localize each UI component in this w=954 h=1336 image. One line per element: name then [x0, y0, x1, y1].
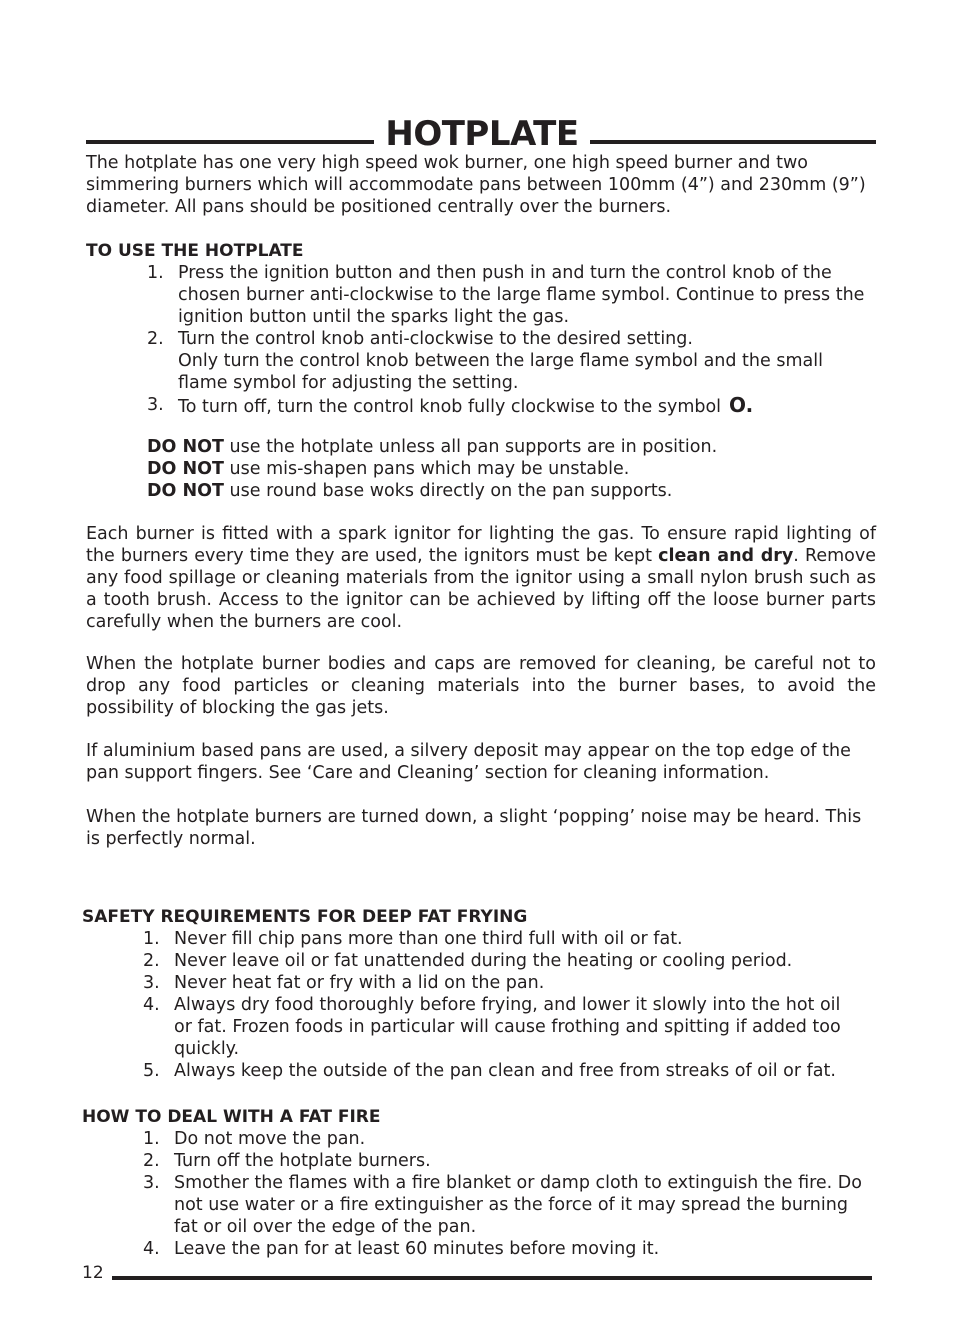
ignitor-paragraph — [86, 523, 876, 633]
fat-fire-steps — [143, 1128, 863, 1260]
list-text-continued: Only turn the control knob between the large flame symbol and the small flame symbol for adjusting the setting. — [178, 351, 823, 393]
warning-text: use round base woks directly on the pan supports. — [223, 481, 673, 501]
list-text: Leave the pan for at least 60 minutes before moving it. — [174, 1239, 660, 1259]
fat-fire-heading: HOW TO DEAL WITH A FAT FIRE — [82, 1107, 381, 1127]
warnings-block — [147, 436, 877, 502]
list-item — [143, 1172, 863, 1238]
page-title: HOTPLATE — [385, 114, 579, 154]
list-text: Turn off the hotplate burners. — [174, 1151, 431, 1171]
list-item — [143, 1128, 863, 1150]
list-number: 1. — [143, 1129, 160, 1149]
warning-text: use the hotplate unless all pan supports are in position. — [223, 437, 718, 457]
popping-paragraph: When the hotplate burners are turned down, a slight ‘popping’ noise may be heard. This is perfectly normal. — [86, 807, 862, 849]
title-rule-right — [590, 140, 876, 144]
title-rule-left — [86, 140, 374, 144]
list-item — [147, 328, 877, 394]
warning-text: use mis-shapen pans which may be unstable. — [223, 459, 630, 479]
list-number: 3. — [147, 395, 164, 415]
list-text: Turn the control knob anti-clockwise to the desired setting. — [178, 329, 693, 349]
warning-bold: DO NOT — [147, 481, 224, 501]
list-number: 4. — [143, 1239, 160, 1259]
list-item — [143, 950, 843, 972]
list-text: Always dry food thoroughly before frying, and lower it slowly into the hot oil or fat. Frozen foods in particular will cause frothing and spitting if added too quickly. — [174, 995, 841, 1059]
list-item — [143, 972, 843, 994]
off-symbol-icon: O. — [729, 393, 754, 417]
cleaning-paragraph: When the hotplate burner bodies and caps are removed for cleaning, be careful not to drop any food particles or cleaning materials into the burner bases, to avoid the possibility of blocking the gas jets. — [86, 654, 876, 718]
warning-bold: DO NOT — [147, 459, 224, 479]
list-item — [143, 1060, 843, 1082]
list-item — [143, 928, 843, 950]
list-text: Never heat fat or fry with a lid on the pan. — [174, 973, 545, 993]
deep-fat-heading: SAFETY REQUIREMENTS FOR DEEP FAT FRYING — [82, 907, 528, 927]
list-number: 1. — [143, 929, 160, 949]
aluminium-paragraph: If aluminium based pans are used, a silvery deposit may appear on the top edge of the pan support fingers. See ‘Care and Cleaning’ section for cleaning information. — [86, 741, 851, 783]
list-text: Never leave oil or fat unattended during the heating or cooling period. — [174, 951, 793, 971]
list-number: 2. — [143, 1151, 160, 1171]
intro-paragraph: The hotplate has one very high speed wok burner, one high speed burner and two simmering burners which will accommodate pans between 100mm (4”) and 230mm (9”) diameter. All pans should be positioned centrally over the burners. — [86, 153, 866, 217]
list-item — [143, 994, 843, 1060]
list-item — [143, 1238, 863, 1260]
warning-line — [147, 458, 877, 480]
warning-line — [147, 480, 877, 502]
list-item — [147, 394, 877, 418]
list-text: Do not move the pan. — [174, 1129, 366, 1149]
list-text: Press the ignition button and then push in and turn the control knob of the chosen burner anti-clockwise to the large flame symbol. Continue to press the ignition button until the sparks light the gas. — [178, 263, 865, 327]
use-hotplate-heading: TO USE THE HOTPLATE — [86, 241, 304, 261]
list-item — [143, 1150, 863, 1172]
list-number: 4. — [143, 995, 160, 1015]
list-text: Smother the flames with a fire blanket or damp cloth to extinguish the fire. Do not use water or a fire extinguisher as the force of it may spread the burning fat or oil over the edge of the pan. — [174, 1173, 862, 1237]
list-text: Always keep the outside of the pan clean and free from streaks of oil or fat. — [174, 1061, 836, 1081]
deep-fat-steps — [143, 928, 843, 1082]
list-number: 3. — [143, 1173, 160, 1193]
list-number: 2. — [143, 951, 160, 971]
list-text: Never fill chip pans more than one third full with oil or fat. — [174, 929, 683, 949]
list-number: 2. — [147, 329, 164, 349]
ignitor-text-before: Each burner is fitted with a spark ignitor for lighting the gas. To ensure rapid lighting of the burners every time they are used, the ignitors must be kept — [86, 524, 876, 566]
list-number: 5. — [143, 1061, 160, 1081]
list-item — [147, 262, 877, 328]
list-number: 3. — [143, 973, 160, 993]
list-number: 1. — [147, 263, 164, 283]
ignitor-text-bold: clean and dry — [658, 546, 794, 566]
page-number: 12 — [82, 1263, 104, 1283]
warning-line — [147, 436, 877, 458]
ignitor-text-after: . Remove any food spillage or cleaning materials from the ignitor using a small nylon brush such as a tooth brush. Access to the ignitor can be achieved by lifting off the loose burner parts carefully when the burners are cool. — [86, 546, 876, 632]
list-text: To turn off, turn the control knob fully clockwise to the symbol — [178, 397, 722, 417]
footer-rule — [112, 1276, 872, 1280]
use-hotplate-steps — [147, 262, 877, 418]
warning-bold: DO NOT — [147, 437, 224, 457]
